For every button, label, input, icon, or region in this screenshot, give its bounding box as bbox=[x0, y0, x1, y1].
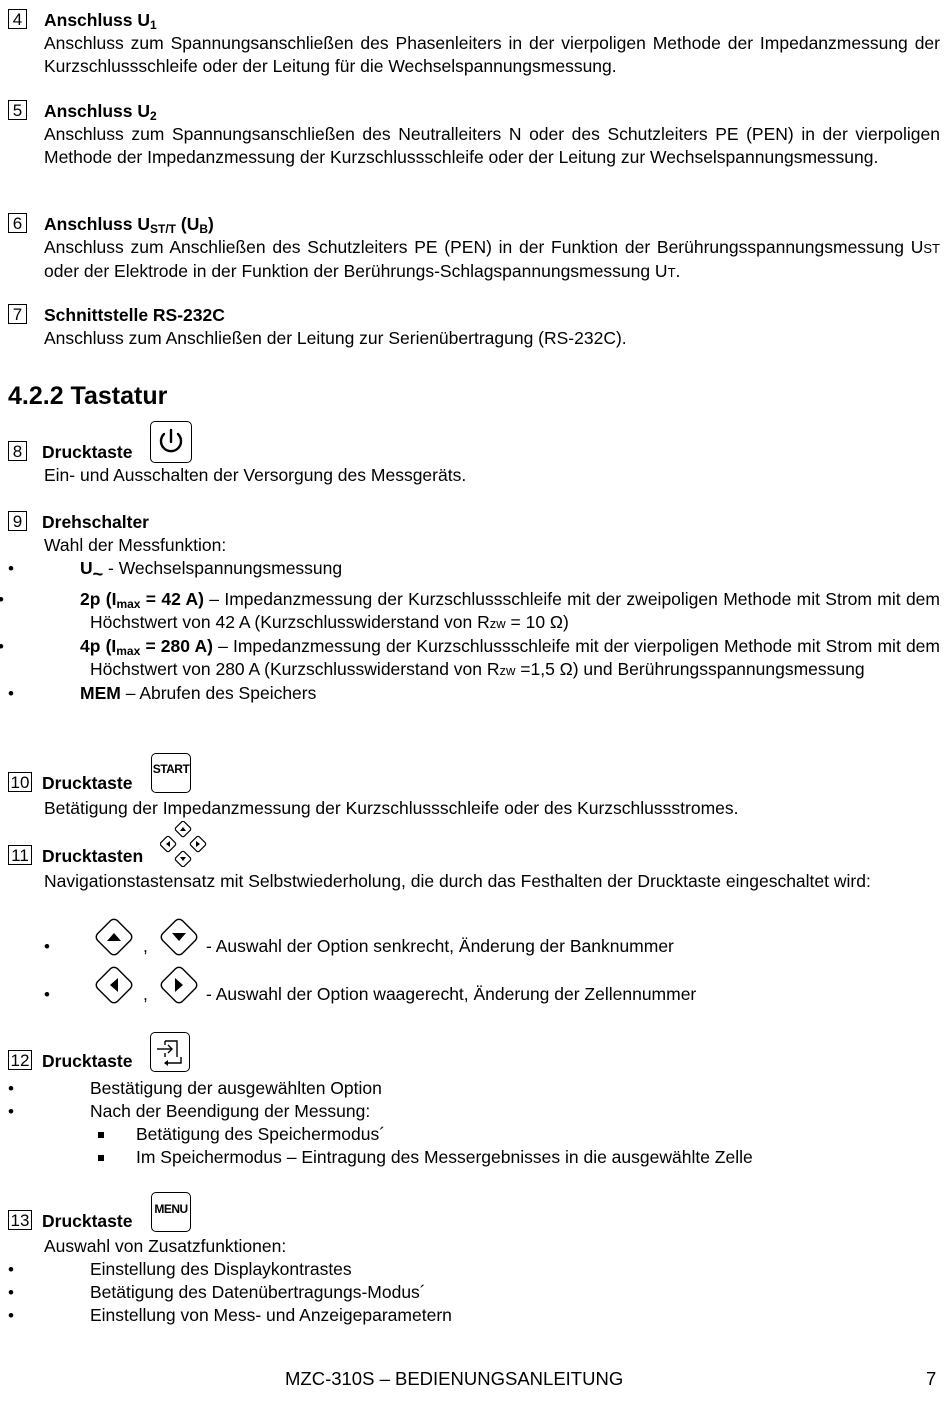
separator: , bbox=[143, 984, 148, 1004]
function-list bbox=[8, 1258, 940, 1327]
section-body: Betätigung der Impedanzmessung der Kurzschlussschleife oder des Kurzschlussstromes. bbox=[44, 798, 739, 818]
section-title: Drehschalter bbox=[42, 512, 149, 532]
option-list bbox=[8, 1077, 940, 1123]
footer-title: MZC-310S – BEDIENUNGSANLEITUNG bbox=[285, 1368, 624, 1389]
list-item: • Einstellung des Displaykontrastes bbox=[8, 1258, 940, 1281]
section-body bbox=[44, 534, 940, 705]
section-body: Anschluss zum Anschließen des Schutzleiters PE (PEN) in der Funktion der Berührungsspannungsmessung UST oder der Elektrode in der Funktion der Berührungs-Schlagspannungsmessung UT. bbox=[44, 237, 940, 281]
section-number: 4 bbox=[8, 9, 27, 29]
section-number: 7 bbox=[8, 304, 27, 324]
list-item: • 2p ($I_{max} = 42$ A) – Impedanzmessung der Kurzschlussschleife mit der zweipoligen Methode mit Strom mit dem Höchstwert von 42 A (Kurzschlusswiderstand von Rzw = 10 Ω) bbox=[8, 588, 940, 635]
list-item: • Betätigung des Datenübertragungs-Modus´ bbox=[8, 1281, 940, 1304]
list-item: • Einstellung von Mess- und Anzeigeparametern bbox=[8, 1304, 940, 1327]
section-number: 5 bbox=[8, 100, 27, 120]
list-item: • 4p ($I_{max} = 280$ A) – Impedanzmessung der Kurzschlussschleife mit der vierpoligen Methode mit Strom mit dem Höchstwert von 280 A (Kurzschlusswiderstand von Rzw =1,5 Ω) und Berührungsspannungsmessung bbox=[8, 635, 940, 682]
section-title: Anschluss $U_{ST/T}$ $(U_B)$ bbox=[44, 214, 214, 236]
section-number: 13 bbox=[8, 1210, 32, 1230]
section-body bbox=[44, 1077, 940, 1169]
row-description: - Auswahl der Option waagerecht, Änderung der Zellennummer bbox=[206, 984, 697, 1004]
separator: , bbox=[143, 936, 148, 956]
section-body: Ein- und Ausschalten der Versorgung des Messgeräts. bbox=[44, 465, 467, 485]
section-number: 6 bbox=[8, 213, 27, 233]
section-number: 12 bbox=[8, 1050, 32, 1070]
menu-button-icon: MENU bbox=[151, 1192, 191, 1232]
section-number: 11 bbox=[8, 845, 32, 865]
sub-list bbox=[90, 1123, 940, 1169]
list-item: • MEM – Abrufen des Speichers bbox=[8, 682, 940, 705]
section-title: Drucktasten bbox=[42, 846, 144, 866]
section-title: Anschluss $U_2$ bbox=[44, 101, 157, 123]
enter-icon bbox=[150, 1032, 190, 1072]
navigation-cross-icon bbox=[160, 821, 208, 867]
intro-text: Wahl der Messfunktion: bbox=[44, 535, 227, 555]
intro-text: Auswahl von Zusatzfunktionen: bbox=[44, 1236, 287, 1256]
section-title: Schnittstelle RS-232C bbox=[44, 305, 225, 325]
sub-list-item: Im Speichermodus – Eintragung des Messergebnisses in die ausgewählte Zelle bbox=[90, 1146, 940, 1169]
section-title: Drucktaste bbox=[42, 1051, 133, 1071]
section-body: Anschluss zum Anschließen der Leitung zur Serienübertragung (RS-232C). bbox=[44, 328, 627, 348]
right-arrow-key-icon bbox=[156, 962, 202, 1014]
section-body: Anschluss zum Spannungsanschließen des Neutralleiters N oder des Schutzleiters PE (PEN) in der vierpoligen Methode der Impedanzmessung der Kurzschlussschleife oder der Leitung zur Wechselspannungsmessung. bbox=[44, 124, 940, 167]
bullet: • bbox=[44, 937, 50, 956]
row-description: - Auswahl der Option senkrecht, Änderung der Banknummer bbox=[206, 936, 674, 956]
list-item: • Bestätigung der ausgewählten Option bbox=[8, 1077, 940, 1100]
left-arrow-key-icon bbox=[91, 962, 137, 1014]
section-body bbox=[44, 1235, 940, 1327]
bullet: • bbox=[44, 985, 50, 1004]
page-number: 7 bbox=[926, 1368, 937, 1389]
section-title: Drucktaste bbox=[42, 773, 133, 793]
section-number: 9 bbox=[8, 511, 27, 531]
section-number: 10 bbox=[8, 772, 32, 792]
sub-list-item: Betätigung des Speichermodus´ bbox=[90, 1123, 940, 1146]
section-heading: 4.2.2 Tastatur bbox=[8, 382, 168, 410]
up-arrow-key-icon bbox=[91, 914, 137, 966]
down-arrow-key-icon bbox=[156, 914, 202, 966]
list-item: • $U_\sim$ - Wechselspannungsmessung bbox=[8, 557, 940, 580]
power-icon bbox=[150, 421, 192, 463]
list-item: • Nach der Beendigung der Messung: bbox=[8, 1100, 940, 1123]
section-body: Anschluss zum Spannungsanschließen des Phasenleiters in der vierpoligen Methode der Impedanzmessung der Kurzschlussschleife oder der Leitung für die Wechselspannungsmessung. bbox=[44, 33, 940, 76]
section-title: Anschluss $U_1$ bbox=[44, 10, 157, 32]
section-number: 8 bbox=[8, 441, 27, 461]
section-title: Drucktaste bbox=[42, 1211, 133, 1231]
start-button-icon: START bbox=[151, 753, 191, 793]
function-list bbox=[8, 557, 940, 705]
section-body: Navigationstastensatz mit Selbstwiederholung, die durch das Festhalten der Drucktaste eingeschaltet wird: bbox=[44, 871, 871, 891]
section-title: Drucktaste bbox=[42, 442, 133, 462]
